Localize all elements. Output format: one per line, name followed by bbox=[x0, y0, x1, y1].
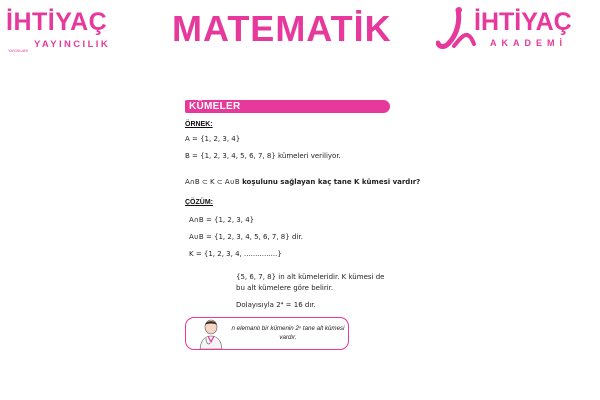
left-logo-sub: YAYINCILIK bbox=[34, 39, 111, 50]
subset-explanation-1: {5, 6, 7, 8} in alt kümeleridir. K kümesi de bbox=[236, 273, 385, 281]
section-heading: KÜMELER bbox=[189, 101, 241, 112]
intersection-result: A∩B = {1, 2, 3, 4} bbox=[189, 216, 255, 224]
subset-explanation-2: bu alt kümelere göre belirir. bbox=[236, 284, 334, 292]
page-title: MATEMATİK bbox=[172, 8, 392, 49]
ihtiyac-akademi-logo-icon bbox=[436, 6, 476, 50]
ihtiyac-akademi-logo bbox=[436, 6, 594, 52]
solution-label: ÇÖZÜM: bbox=[185, 199, 213, 206]
question-text: koşulunu sağlayan kaç tane K kümesi vardır? bbox=[239, 178, 421, 186]
question-expression: A∩B ⊂ K ⊂ A∪B bbox=[185, 178, 240, 186]
union-result: A∪B = {1, 2, 3, 4, 5, 6, 7, 8} bbox=[189, 233, 290, 241]
page-header bbox=[0, 0, 600, 60]
ihtiyac-yayincilik-logo bbox=[6, 8, 156, 52]
result-line: Dolayısıyla 2⁴ = 16 dır. bbox=[236, 301, 316, 309]
example-label: ÖRNEK: bbox=[185, 121, 213, 128]
left-logo-brand: İHTİYAÇ bbox=[6, 8, 108, 36]
info-note-text: n elemanlı bir kümenin 2ⁿ tane alt kümesi vardır. bbox=[231, 325, 345, 341]
left-logo-tiny: YAYINLARI bbox=[8, 48, 29, 53]
set-b-definition: B = {1, 2, 3, 4, 5, 6, 7, 8} bbox=[185, 152, 276, 160]
teacher-avatar-icon bbox=[198, 319, 224, 349]
right-logo-sub: AKADEMİ bbox=[490, 38, 567, 48]
k-set-line: K = {1, 2, 3, 4, ...............} bbox=[189, 250, 282, 258]
right-logo-brand: İHTİYAÇ bbox=[474, 8, 572, 36]
union-line bbox=[189, 233, 303, 241]
set-b-suffix: kümeleri veriliyor. bbox=[275, 152, 341, 160]
set-a-definition: A = {1, 2, 3, 4} bbox=[185, 135, 241, 143]
info-note-box bbox=[185, 317, 349, 350]
set-b-line bbox=[185, 152, 341, 160]
question-line bbox=[185, 178, 420, 186]
section-heading-bar bbox=[185, 100, 390, 113]
union-suffix: dir. bbox=[289, 233, 303, 241]
